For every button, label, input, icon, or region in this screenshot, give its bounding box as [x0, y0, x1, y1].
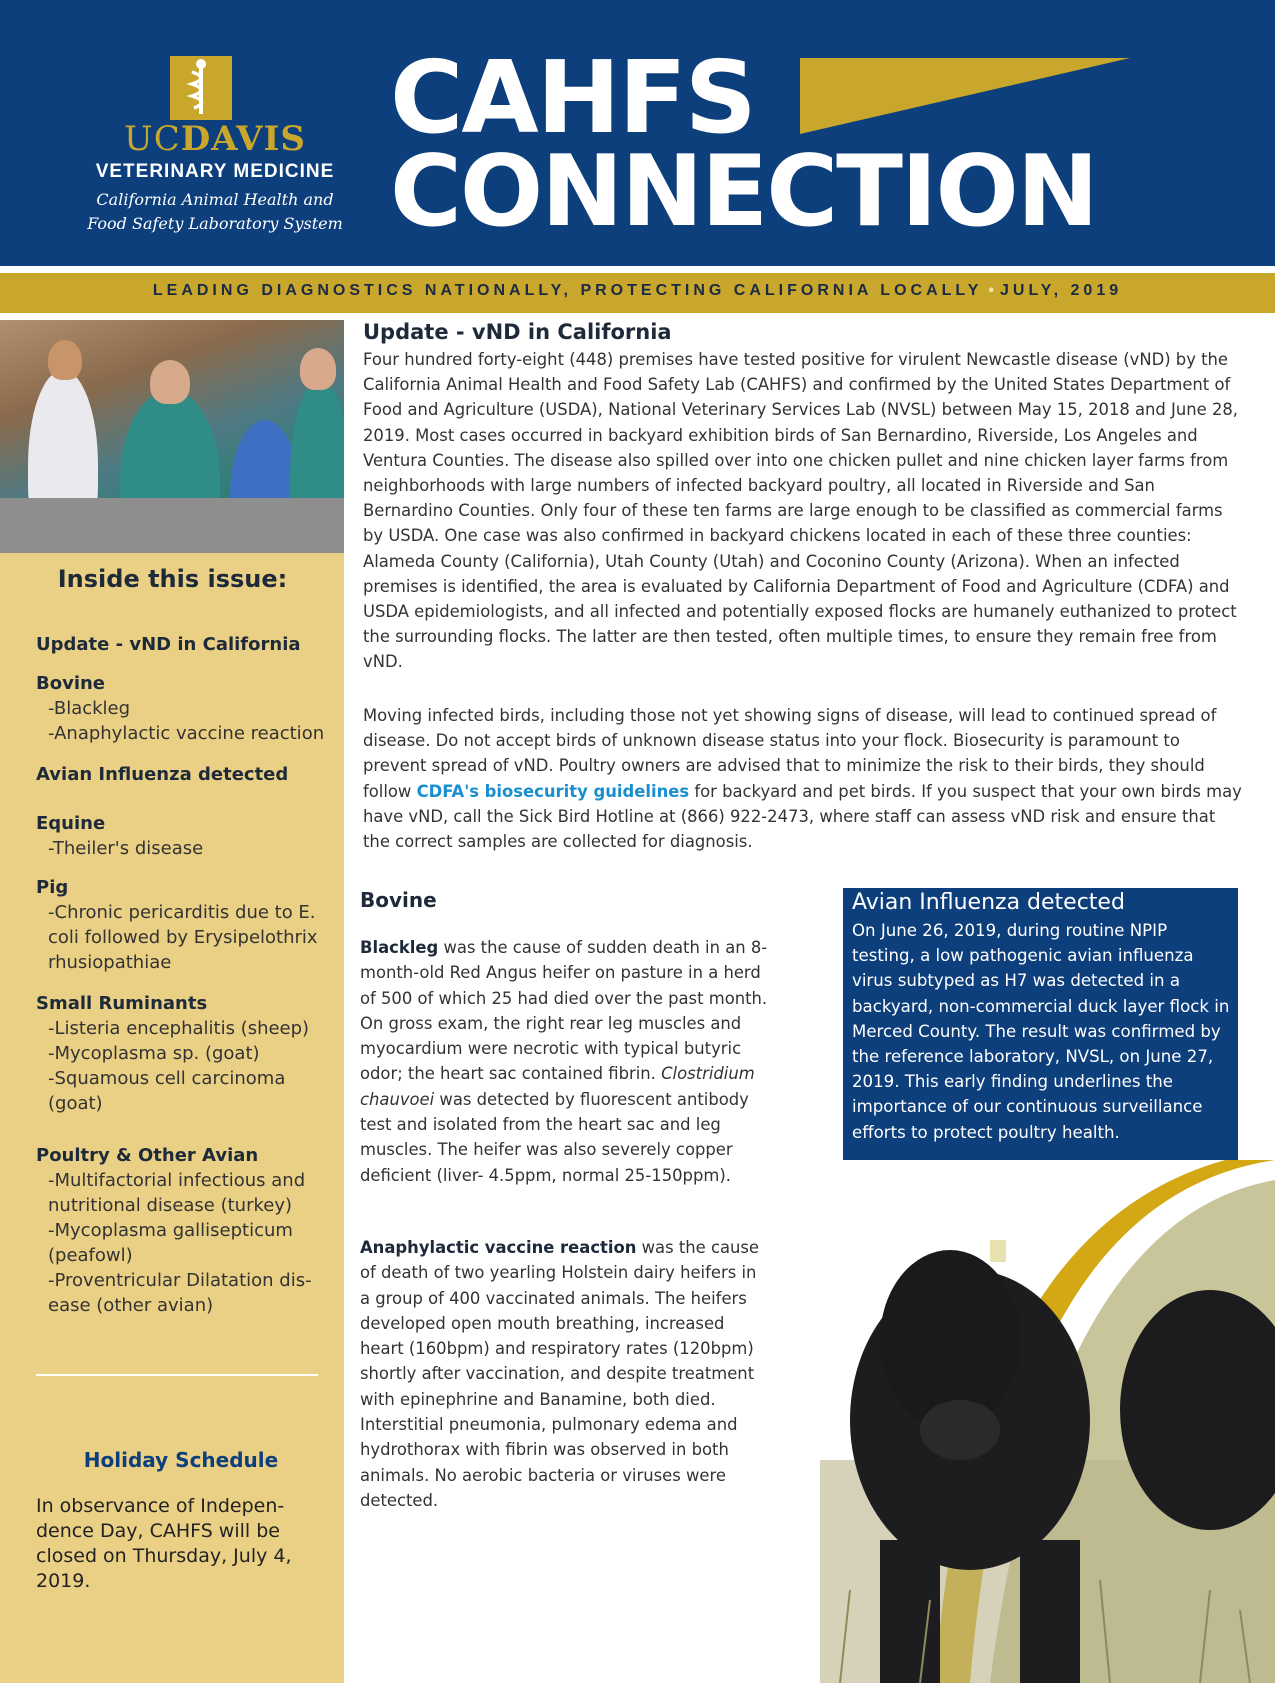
toc-vnd-heading[interactable]: Update - vND in California	[36, 634, 301, 655]
cahfs-logo-subtitle: California Animal Health and Food Safety Laboratory System	[87, 190, 343, 233]
toc-item[interactable]: -Listeria encephalitis (sheep)	[48, 1018, 310, 1039]
avian-influenza-heading: Avian Influenza detected	[852, 890, 1125, 915]
toc-avian-heading[interactable]: Avian Influenza detected	[36, 764, 289, 785]
bovine-heading: Bovine	[360, 888, 437, 912]
anaphylactic-paragraph: Anaphylactic vaccine reaction was the cause of death of two yearling Holstein dairy heifers in a group of 400 vaccinated animals. The heifers developed open mouth breathing, increased heart (160bpm) and respiratory rates (120bpm) shortly after vaccination, and despite treatment with epinephrine and Banamine, both died. Interstitial pneumonia, pulmonary edema and hydrothorax with fibrin was observed in both animals. No aerobic bacteria or viruses were detected.	[360, 1238, 760, 1510]
toc-small-ruminants-heading[interactable]: Small Ruminants	[36, 993, 208, 1014]
sidebar-divider	[36, 1374, 318, 1376]
toc-item[interactable]: -Squamous cell carcinoma (goat)	[48, 1068, 286, 1114]
caduceus-seal-icon	[170, 56, 232, 120]
toc-equine-section	[36, 812, 203, 861]
blackleg-paragraph: Blackleg was the cause of sudden death in an 8-month-old Red Angus heifer on pasture in a herd of 500 of which 25 had died over the past month. On gross exam, the right rear leg muscles and myocardium were necrotic with typical butyric odor; the heart sac contained fibrin. Clostridium chauvoei was detected by fluorescent antibody test and isolated from the heart sac and leg muscles. The heifer was also severely copper deficient (liver- 4.5ppm, normal 25-150ppm).	[360, 938, 768, 1185]
holiday-schedule-text: In observance of Indepen-dence Day, CAHFS will be closed on Thursday, July 4, 2019.	[36, 1495, 292, 1592]
toc-item[interactable]: -Theiler's disease	[48, 838, 204, 859]
uc-davis-logo: UCDAVIS	[124, 119, 306, 159]
toc-item[interactable]: -Multifactorial infectious and nutritional disease (turkey)	[48, 1170, 306, 1216]
black-angus-cow-photo	[820, 1160, 1275, 1683]
toc-item[interactable]: -Mycoplasma gallisepticum (peafowl)	[48, 1220, 293, 1266]
lab-staff-photo	[0, 320, 344, 553]
gold-wedge-graphic	[800, 58, 1130, 134]
vnd-heading: Update - vND in California	[363, 320, 672, 344]
veterinary-medicine-label: VETERINARY MEDICINE	[95, 161, 335, 182]
toc-pig-section	[36, 876, 326, 975]
toc-bovine-section	[36, 672, 324, 746]
issue-date: JULY, 2019	[999, 282, 1123, 299]
newsletter-title-line2: CONNECTION	[390, 135, 1097, 249]
tagline-separator: •	[988, 282, 994, 299]
toc-small-ruminants-section	[36, 992, 326, 1116]
toc-item[interactable]: -Blackleg	[48, 698, 131, 719]
cdfa-biosecurity-link[interactable]: CDFA's biosecurity guidelines	[416, 781, 690, 801]
toc-item[interactable]: -Mycoplasma sp. (goat)	[48, 1043, 260, 1064]
toc-equine-heading[interactable]: Equine	[36, 813, 106, 834]
toc-item[interactable]: -Chronic pericarditis due to E. coli followed by Erysipelothrix rhusiopathiae	[48, 902, 318, 973]
holiday-schedule-heading: Holiday Schedule	[83, 1448, 279, 1472]
tagline	[0, 282, 1275, 300]
inside-this-issue-heading: Inside this issue:	[57, 565, 288, 593]
toc-pig-heading[interactable]: Pig	[36, 877, 69, 898]
toc-item[interactable]: -Proventricular Dilatation dis-ease (other avian)	[48, 1270, 312, 1316]
tagline-text: LEADING DIAGNOSTICS NATIONALLY, PROTECTING CALIFORNIA LOCALLY	[152, 282, 983, 299]
avian-influenza-text: On June 26, 2019, during routine NPIP testing, a low pathogenic avian influenza virus subtyped as H7 was detected in a backyard, non-commercial duck layer flock in Merced County. The result was confirmed by the reference laboratory, NVSL, on June 27, 2019. This early finding underlines the importance of our continuous surveillance efforts to protect poultry health.	[852, 921, 1230, 1142]
vnd-paragraph-2: Moving infected birds, including those not yet showing signs of disease, will lead to continued spread of disease. Do not accept birds of unknown disease status into your flock. Biosecurity is paramount to prevent spread of vND. Poultry owners are advised that to minimize the risk to their birds, they should follow CDFA's biosecurity guidelines for backyard and pet birds. If you suspect that your own birds may have vND, call the Sick Bird Hotline at (866) 922-2473, where staff can assess vND risk and ensure that the correct samples are collected for diagnosis.	[363, 706, 1242, 852]
toc-poultry-section	[36, 1144, 326, 1318]
toc-item[interactable]: -Anaphylactic vaccine reaction	[48, 723, 325, 744]
toc-poultry-heading[interactable]: Poultry & Other Avian	[36, 1145, 259, 1166]
newsletter-title-line1: CAHFS	[390, 39, 755, 156]
toc-bovine-heading[interactable]: Bovine	[36, 673, 106, 694]
vnd-paragraph-1: Four hundred forty-eight (448) premises have tested positive for virulent Newcastle disease (vND) by the California Animal Health and Food Safety Lab (CAHFS) and confirmed by the United States Department of Food and Agriculture (USDA), National Veterinary Services Lab (NVSL) between May 15, 2018 and June 28, 2019. Most cases occurred in backyard exhibition birds of San Bernardino, Riverside, Los Angeles and Ventura Counties. The disease also spilled over into one chicken pullet and nine chicken layer farms from neighborhoods with large numbers of infected backyard poultry, all located in Riverside and San Bernardino Counties. Only four of these ten farms are large enough to be classified as commercial farms by USDA. One case was also confirmed in backyard chickens located in each of these three counties: Alameda County (California), Utah County (Utah) and Coconino County (Arizona). When an infected premises is identified, the area is evaluated by California Department of Food and Agriculture (CDFA) and USDA epidemiologists, and all infected and potentially exposed flocks are humanely euthanized to protect the surrounding flocks. The latter are then tested, often multiple times, to ensure they remain free from vND.	[363, 350, 1239, 672]
